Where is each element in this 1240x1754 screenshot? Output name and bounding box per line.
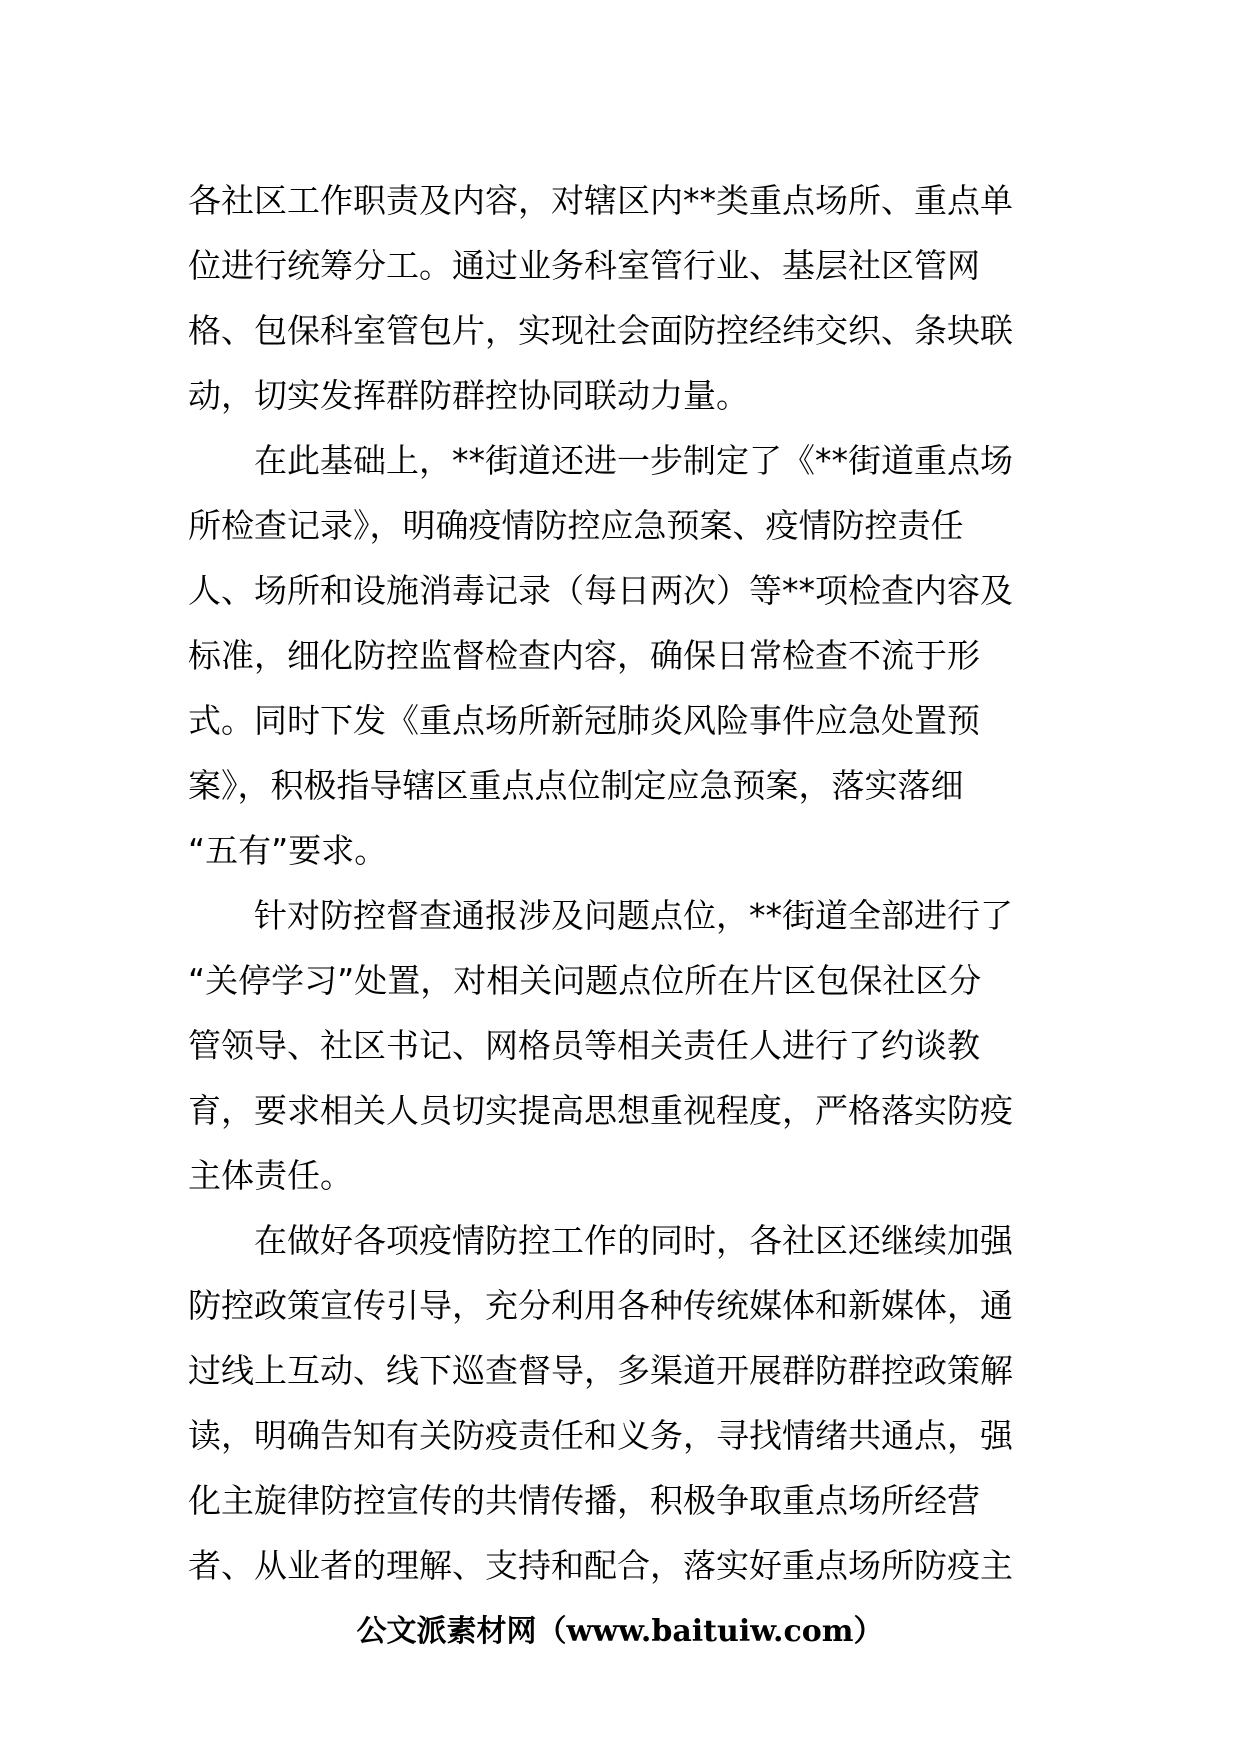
text-line: 案》，积极指导辖区重点点位制定应急预案，落实落细 (188, 766, 964, 805)
text-line: 过线上互动、线下巡查督导，多渠道开展群防群控政策解 (188, 1351, 1013, 1390)
text-line: 管领导、社区书记、网格员等相关责任人进行了约谈教 (188, 1026, 980, 1065)
text-line: “关停学习”处置，对相关问题点位所在片区包保社区分 (188, 961, 982, 1000)
footer-watermark-text: 公文派素材网（www.baituiw.com） (356, 1614, 884, 1649)
text-line: 标准，细化防控监督检查内容，确保日常检查不流于形 (188, 636, 980, 675)
text-line: 人、场所和设施消毒记录（每日两次）等**项检查内容及 (188, 571, 1013, 610)
text-line: 式。同时下发《重点场所新冠肺炎风险事件应急处置预 (188, 701, 980, 740)
text-line: 各社区工作职责及内容，对辖区内**类重点场所、重点单 (188, 181, 1013, 220)
text-line: 防控政策宣传引导，充分利用各种传统媒体和新媒体，通 (188, 1286, 1013, 1325)
text-line: 动，切实发挥群防群控协同联动力量。 (188, 376, 749, 415)
text-line: 所检查记录》，明确疫情防控应急预案、疫情防控责任 (188, 506, 964, 545)
text-line: 育，要求相关人员切实提高思想重视程度，严格落实防疫 (188, 1091, 1013, 1130)
document-body (188, 168, 1068, 1598)
text-line: 者、从业者的理解、支持和配合，落实好重点场所防疫主 (188, 1546, 1013, 1585)
text-line: 化主旋律防控宣传的共情传播，积极争取重点场所经营 (188, 1481, 980, 1520)
text-line: 主体责任。 (188, 1156, 353, 1195)
text-line: 在做好各项疫情防控工作的同时，各社区还继续加强 (254, 1221, 1013, 1260)
text-line: “五有”要求。 (188, 831, 388, 870)
text-line: 针对防控督查通报涉及问题点位，**街道全部进行了 (254, 896, 1013, 935)
text-line: 在此基础上，**街道还进一步制定了《**街道重点场 (254, 441, 1013, 480)
text-line: 格、包保科室管包片，实现社会面防控经纬交织、条块联 (188, 311, 1013, 350)
text-line: 位进行统筹分工。通过业务科室管行业、基层社区管网 (188, 246, 980, 285)
text-line: 读，明确告知有关防疫责任和义务，寻找情绪共通点，强 (188, 1416, 1013, 1455)
